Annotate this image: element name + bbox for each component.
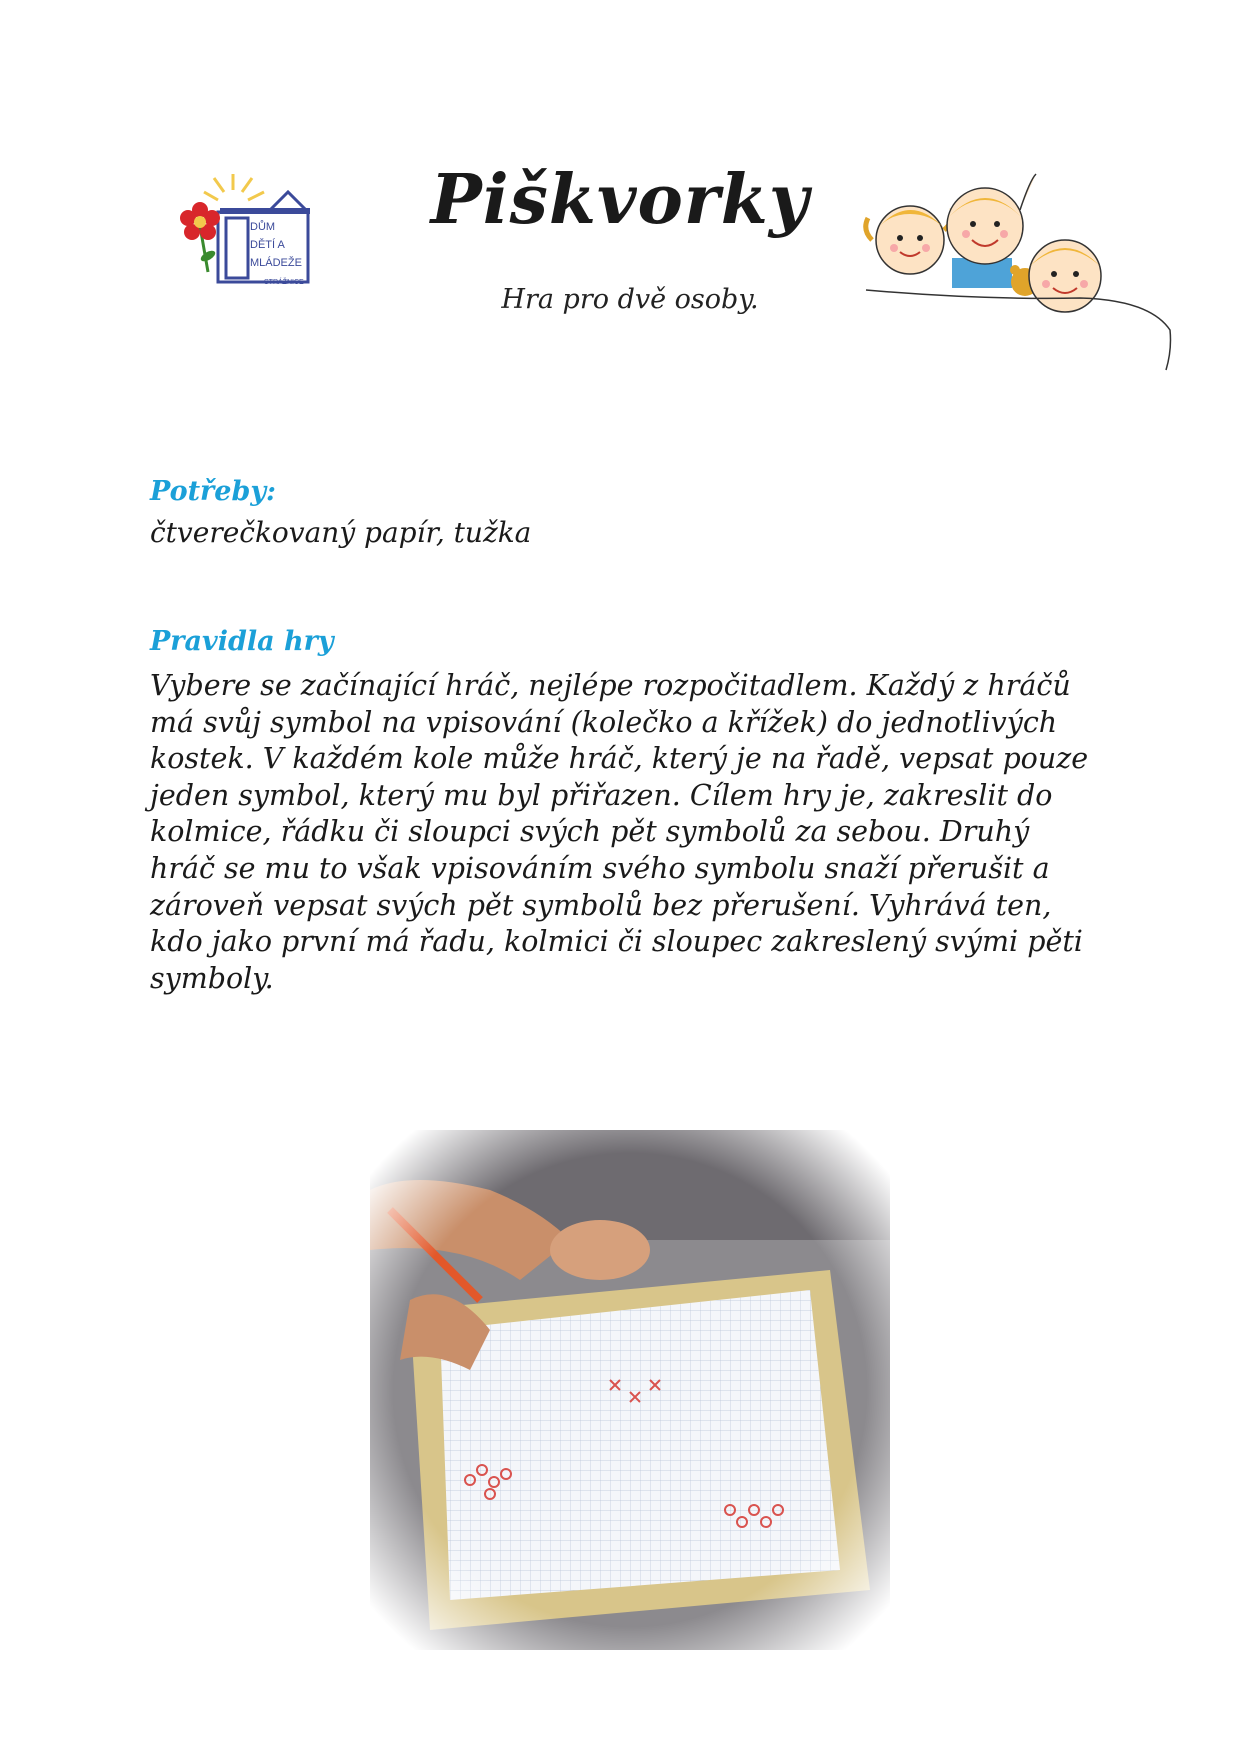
logo-line-4: STRÁŽNICE [264, 279, 304, 286]
rules-text: Vybere se začínající hráč, nejlépe rozpočitadlem. Každý z hráčů má svůj symbol na vpisování (kolečko a křížek) do jednotlivých kostek. V každém kole může hráč, který je na řadě, vepsat pouze jeden symbol, který mu byl přiřazen. Cílem hry je, zakreslit do kolmice, řádku či sloupci svých pět symbolů za sebou. Druhý hráč se mu to však vpisováním svého symbolu snaží přerušit a zároveň vepsat svých pět symbolů bez přerušení. Vyhrává ten, kdo jako první má řadu, kolmici či sloupec zakreslený svými pěti symboly. [150, 669, 1089, 995]
logo-line-2: DĚTÍ A [250, 239, 285, 251]
children-illustration [860, 170, 1180, 380]
logo-line-1: DŮM [250, 221, 276, 233]
page-title: Piškvorky [430, 160, 810, 240]
flower-icon [180, 202, 220, 272]
page-subtitle: Hra pro dvě osoby. [501, 284, 759, 315]
ddm-logo [178, 172, 338, 322]
logo-line-3: MLÁDEŽE [250, 257, 302, 269]
needs-heading: Potřeby: [150, 476, 276, 507]
needs-text: čtverečkovaný papír, tužka [150, 516, 532, 549]
photo-playing-game [370, 1130, 890, 1650]
rules-heading: Pravidla hry [150, 626, 334, 657]
